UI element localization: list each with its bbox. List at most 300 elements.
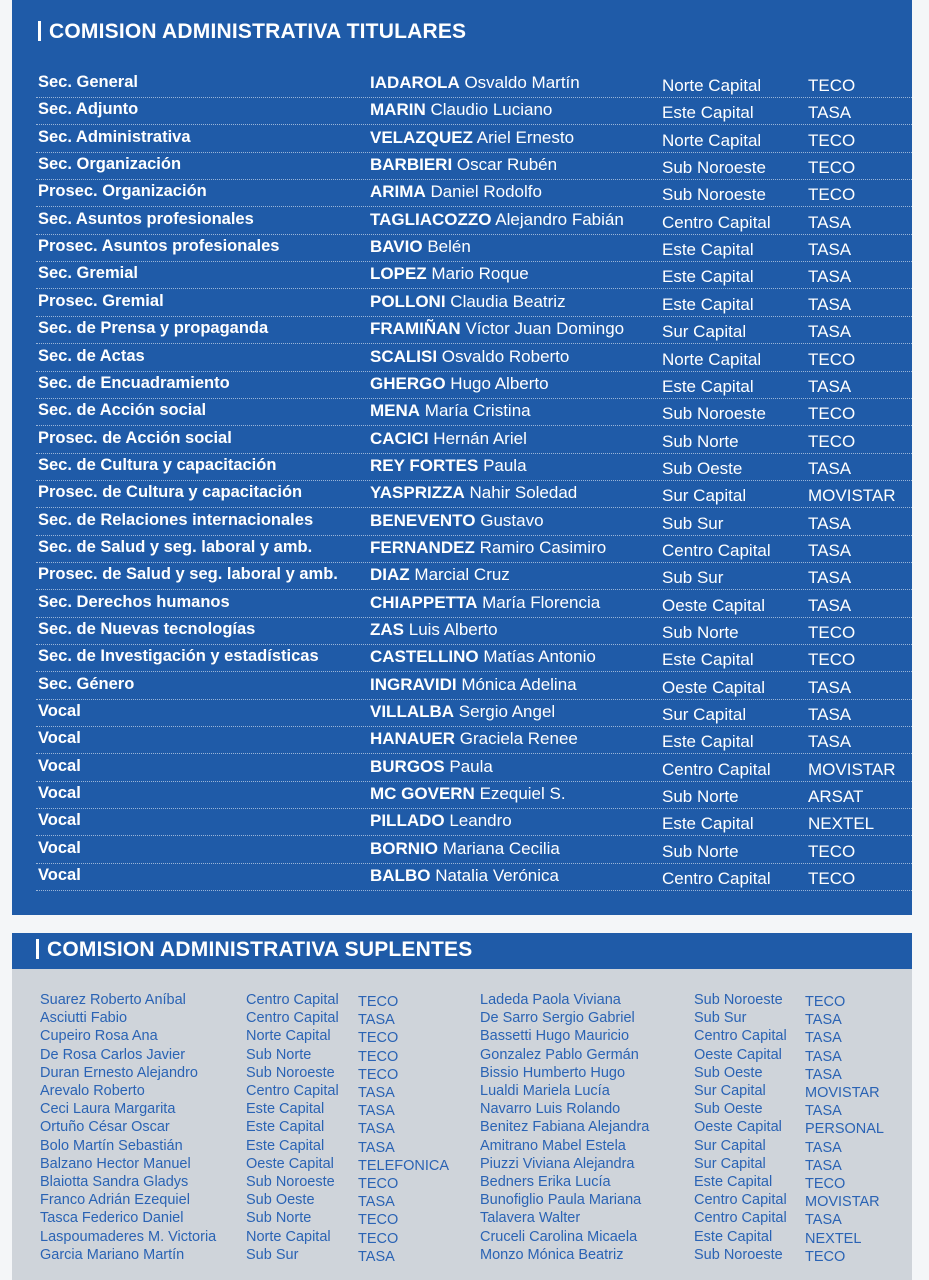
titular-company: TASA <box>808 540 852 560</box>
titular-row <box>36 480 912 508</box>
titular-name <box>370 429 527 449</box>
suplente-zone: Norte Capital <box>246 1028 331 1045</box>
titular-company: TASA <box>808 513 852 533</box>
titular-zone: Este Capital <box>662 103 754 123</box>
suplente-name: Gonzalez Pablo Germán <box>480 1046 639 1063</box>
titular-zone: Este Capital <box>662 814 754 834</box>
titular-surname: BAVIO <box>370 237 423 257</box>
titular-role: Vocal <box>38 784 81 803</box>
titular-surname: SCALISI <box>370 346 438 366</box>
titular-zone: Sub Noroeste <box>662 404 766 424</box>
suplente-name: Navarro Luis Rolando <box>480 1101 621 1118</box>
titulares-heading: COMISION ADMINISTRATIVA TITULARES <box>38 20 466 44</box>
suplente-name: Amitrano Mabel Estela <box>480 1137 626 1154</box>
titular-company: TECO <box>808 349 856 369</box>
titular-role: Prosec. de Salud y seg. laboral y amb. <box>38 565 338 584</box>
titular-company: TASA <box>808 240 852 260</box>
suplente-name: Ladeda Paola Viviana <box>480 992 621 1008</box>
suplente-name: Cruceli Carolina Micaela <box>480 1228 638 1245</box>
suplente-row <box>12 1028 912 1046</box>
titular-name <box>370 374 549 394</box>
titular-name <box>370 538 606 558</box>
titular-role: Sec. Organización <box>38 155 182 174</box>
suplente-zone: Centro Capital <box>694 1192 787 1209</box>
suplente-zone: Este Capital <box>246 1101 325 1118</box>
titular-surname: LOPEZ <box>370 264 427 284</box>
titular-role: Vocal <box>38 838 81 857</box>
titular-row <box>36 535 912 563</box>
suplente-company: TECO <box>358 1230 399 1247</box>
suplente-name: Ortuño César Oscar <box>40 1119 170 1136</box>
titular-company: TASA <box>808 705 852 725</box>
titular-surname: VELAZQUEZ <box>370 127 473 147</box>
titular-surname: ZAS <box>370 620 404 639</box>
suplente-name: De Sarro Sergio Gabriel <box>480 1010 635 1027</box>
titular-surname: FRAMIÑAN <box>370 319 461 339</box>
titular-name <box>370 839 560 859</box>
suplente-company: TECO <box>358 1066 399 1083</box>
suplente-name: Balzano Hector Manuel <box>40 1155 191 1172</box>
titular-surname: POLLONI <box>370 291 446 311</box>
titular-role: Sec. de Investigación y estadísticas <box>38 647 319 666</box>
titular-zone: Sub Noroeste <box>662 158 766 178</box>
suplente-name: Cupeiro Rosa Ana <box>40 1028 158 1045</box>
suplentes-heading: COMISION ADMINISTRATIVA SUPLENTES <box>36 938 472 962</box>
titular-row <box>36 261 912 289</box>
titular-surname: CHIAPPETTA <box>370 592 478 612</box>
titular-zone: Sur Capital <box>662 322 747 342</box>
suplente-name: Tasca Federico Daniel <box>40 1210 184 1227</box>
titular-zone: Sur Capital <box>662 486 747 506</box>
suplente-company: TASA <box>358 1248 395 1265</box>
titular-zone: Oeste Capital <box>662 677 765 697</box>
suplente-name: Benitez Fabiana Alejandra <box>480 1119 650 1136</box>
titular-given-name: María Cristina <box>424 401 531 421</box>
titular-zone: Centro Capital <box>662 759 771 779</box>
titular-surname: VILLALBA <box>370 702 455 722</box>
titular-company: ARSAT <box>808 787 864 807</box>
suplente-company: NEXTEL <box>805 1230 862 1247</box>
suplente-company: PERSONAL <box>805 1121 884 1138</box>
titular-row <box>36 289 912 317</box>
suplente-name: Ceci Laura Margarita <box>40 1101 176 1118</box>
suplente-name: Bissio Humberto Hugo <box>480 1064 626 1081</box>
titular-role: Prosec. de Cultura y capacitación <box>38 483 303 502</box>
titular-given-name: Hernán Ariel <box>433 428 527 448</box>
suplente-company: TASA <box>358 1121 395 1138</box>
suplente-name: Franco Adrián Ezequiel <box>40 1192 190 1209</box>
suplente-company: TASA <box>805 1103 842 1120</box>
suplente-name: Garcia Mariano Martín <box>40 1246 185 1263</box>
suplente-row <box>12 1229 912 1247</box>
suplente-name: Blaiotta Sandra Gladys <box>40 1174 189 1190</box>
titular-zone: Norte Capital <box>662 349 762 369</box>
suplente-company: TECO <box>805 994 846 1010</box>
suplente-company: TECO <box>358 1048 399 1065</box>
suplente-name: Laspoumaderes M. Victoria <box>40 1228 217 1245</box>
titular-role: Prosec. Gremial <box>38 291 164 310</box>
titular-given-name: Nahir Soledad <box>469 483 578 503</box>
titular-given-name: Mario Roque <box>431 264 529 284</box>
titular-row <box>36 207 912 235</box>
titular-surname: YASPRIZZA <box>370 483 465 503</box>
titular-company: TASA <box>808 568 852 588</box>
titular-row <box>36 508 912 536</box>
titular-role: Sec. de Acción social <box>38 401 207 420</box>
titular-company: TECO <box>808 158 856 178</box>
suplente-zone: Norte Capital <box>246 1228 331 1245</box>
suplente-row <box>12 1065 912 1083</box>
suplente-name: Arevalo Roberto <box>40 1083 145 1099</box>
titular-row <box>36 617 912 645</box>
titular-role: Sec. de Relaciones internacionales <box>38 510 314 529</box>
suplente-zone: Centro Capital <box>694 1028 787 1045</box>
suplentes-header-band <box>12 933 912 969</box>
titular-row <box>36 644 912 672</box>
titular-name <box>370 319 624 339</box>
titular-zone: Oeste Capital <box>662 595 765 615</box>
suplente-zone: Sub Noroeste <box>246 1174 335 1190</box>
titular-row <box>36 371 912 399</box>
titular-surname: TAGLIACOZZO <box>370 209 492 229</box>
titular-given-name: Marcial Cruz <box>414 565 510 585</box>
titular-name <box>370 483 577 503</box>
suplente-zone: Sub Sur <box>246 1246 299 1263</box>
titular-row <box>36 344 912 372</box>
suplente-company: MOVISTAR <box>805 1085 880 1101</box>
suplente-name: Bolo Martín Sebastián <box>40 1137 183 1154</box>
titular-name <box>370 702 555 722</box>
titular-zone: Sub Noroeste <box>662 185 766 205</box>
titular-name <box>370 593 600 613</box>
titular-zone: Sub Norte <box>662 787 739 807</box>
suplente-company: TASA <box>805 1139 842 1156</box>
titular-given-name: Natalia Verónica <box>435 866 559 886</box>
titular-name <box>370 866 559 886</box>
titular-surname: MC GOVERN <box>370 784 475 804</box>
suplente-row <box>12 1210 912 1228</box>
titular-given-name: Matías Antonio <box>483 647 596 667</box>
suplente-zone: Centro Capital <box>246 1010 339 1027</box>
titular-given-name: Sergio Angel <box>458 702 556 722</box>
suplente-row <box>12 992 912 1010</box>
titular-row <box>36 562 912 590</box>
titular-row <box>36 863 912 891</box>
titular-company: TECO <box>808 841 856 861</box>
titular-row <box>36 179 912 207</box>
titular-company: TECO <box>808 185 856 205</box>
titular-given-name: Hugo Alberto <box>450 373 549 393</box>
titular-row <box>36 316 912 344</box>
suplente-zone: Sub Noroeste <box>694 992 783 1008</box>
titular-zone: Sub Sur <box>662 568 724 588</box>
titular-name <box>370 73 580 93</box>
suplente-zone: Este Capital <box>694 1174 773 1190</box>
titular-role: Sec. Gremial <box>38 264 138 283</box>
suplente-zone: Centro Capital <box>246 992 339 1008</box>
suplente-row <box>12 1047 912 1065</box>
titular-row <box>36 152 912 180</box>
suplente-company: TECO <box>358 1030 399 1047</box>
titular-company: TASA <box>808 103 852 123</box>
suplente-zone: Este Capital <box>246 1119 325 1136</box>
suplente-company: TASA <box>805 1012 842 1029</box>
suplente-zone: Este Capital <box>246 1137 325 1154</box>
suplente-zone: Centro Capital <box>694 1210 787 1227</box>
titular-given-name: Gustavo <box>480 510 544 530</box>
titular-company: TASA <box>808 376 852 396</box>
titular-name <box>370 511 544 531</box>
suplente-name: Bassetti Hugo Mauricio <box>480 1028 630 1045</box>
titular-name <box>370 182 542 202</box>
titular-zone: Este Capital <box>662 732 754 752</box>
titular-name <box>370 784 566 804</box>
suplente-zone: Sub Oeste <box>246 1192 315 1209</box>
titular-zone: Centro Capital <box>662 869 771 889</box>
titular-company: TASA <box>808 677 852 697</box>
titular-zone: Sub Sur <box>662 513 724 533</box>
titular-given-name: Leandro <box>449 811 512 831</box>
titular-name <box>370 155 557 175</box>
suplente-zone: Oeste Capital <box>694 1046 782 1063</box>
titular-zone: Norte Capital <box>662 130 762 150</box>
titular-zone: Centro Capital <box>662 540 771 560</box>
titular-row <box>36 125 912 153</box>
titular-given-name: Claudia Beatriz <box>450 291 566 311</box>
titular-role: Vocal <box>38 866 81 885</box>
suplente-company: TASA <box>358 1085 395 1101</box>
titular-given-name: Ezequiel S. <box>479 784 566 804</box>
titular-given-name: Paula <box>449 756 493 776</box>
titular-company: TECO <box>808 76 856 95</box>
titular-role: Prosec. Asuntos profesionales <box>38 237 280 256</box>
titular-given-name: María Florencia <box>482 592 601 612</box>
titular-zone: Este Capital <box>662 376 754 396</box>
suplente-company: TECO <box>805 1248 846 1265</box>
suplente-row <box>12 1083 912 1101</box>
titular-company: TASA <box>808 267 852 287</box>
titular-name <box>370 347 569 367</box>
titular-surname: FERNANDEZ <box>370 537 475 557</box>
titular-name <box>370 456 527 476</box>
suplente-company: TASA <box>805 1048 842 1065</box>
titular-role: Vocal <box>38 702 81 721</box>
titular-role: Vocal <box>38 729 81 748</box>
titular-name <box>370 620 498 640</box>
titular-name <box>370 675 577 695</box>
suplente-zone: Sur Capital <box>694 1083 766 1099</box>
suplente-name: Talavera Walter <box>480 1210 581 1227</box>
suplente-row <box>12 1101 912 1119</box>
titular-given-name: Graciela Renee <box>459 729 578 749</box>
titular-name <box>370 100 552 120</box>
titular-surname: CACICI <box>370 428 429 448</box>
titular-zone: Este Capital <box>662 267 754 287</box>
suplente-row <box>12 1156 912 1174</box>
titular-zone: Este Capital <box>662 240 754 260</box>
titular-given-name: Mariana Cecilia <box>442 838 560 858</box>
suplente-zone: Sub Oeste <box>694 1064 763 1081</box>
titular-row <box>36 97 912 125</box>
suplente-zone: Este Capital <box>694 1228 773 1245</box>
titular-role: Sec. de Salud y seg. laboral y amb. <box>38 537 313 556</box>
titular-company: NEXTEL <box>808 814 875 834</box>
suplente-row <box>12 1119 912 1137</box>
titular-row <box>36 808 912 836</box>
titular-role: Sec. de Prensa y propaganda <box>38 319 269 338</box>
titular-row <box>36 726 912 754</box>
suplente-name: Asciutti Fabio <box>40 1010 128 1027</box>
suplente-company: TECO <box>358 1212 399 1229</box>
suplente-name: Bunofiglio Paula Mariana <box>480 1192 642 1209</box>
titular-name <box>370 237 471 257</box>
suplente-row <box>12 1010 912 1028</box>
titular-company: TASA <box>808 595 852 615</box>
titular-zone: Este Capital <box>662 650 754 670</box>
titular-zone: Norte Capital <box>662 76 762 95</box>
titular-name <box>370 292 566 312</box>
titular-surname: BURGOS <box>370 756 445 776</box>
suplente-company: TASA <box>805 1030 842 1047</box>
suplente-row <box>12 1138 912 1156</box>
titular-zone: Sub Norte <box>662 841 739 861</box>
suplente-row <box>12 1174 912 1192</box>
titular-surname: ARIMA <box>370 182 426 202</box>
titular-given-name: Paula <box>483 455 527 475</box>
titular-role: Prosec. Organización <box>38 182 207 201</box>
suplente-zone: Sur Capital <box>694 1137 766 1154</box>
titular-given-name: Oscar Rubén <box>456 155 558 175</box>
suplente-name: Monzo Mónica Beatriz <box>480 1246 624 1263</box>
titular-surname: PILLADO <box>370 811 445 831</box>
suplente-name: Piuzzi Viviana Alejandra <box>480 1155 635 1172</box>
suplente-row <box>12 1192 912 1210</box>
titular-surname: MARIN <box>370 100 426 120</box>
suplente-company: TASA <box>358 1103 395 1120</box>
titular-row <box>36 234 912 262</box>
titular-role: Sec. de Actas <box>38 346 145 365</box>
titular-company: TECO <box>808 130 856 150</box>
titular-role: Sec. General <box>38 73 138 91</box>
titular-zone: Centro Capital <box>662 212 771 232</box>
titular-given-name: Mónica Adelina <box>461 674 577 694</box>
titular-surname: HANAUER <box>370 729 455 749</box>
titular-company: TASA <box>808 294 852 314</box>
titular-row <box>36 453 912 481</box>
suplente-zone: Sub Sur <box>694 1010 747 1027</box>
titular-company: TECO <box>808 431 856 451</box>
suplente-name: Suarez Roberto Aníbal <box>40 992 186 1008</box>
titular-name <box>370 128 574 148</box>
titular-surname: MENA <box>370 401 421 421</box>
titular-name <box>370 401 531 421</box>
titular-name <box>370 647 596 667</box>
suplente-company: TASA <box>805 1212 842 1229</box>
titular-name <box>370 811 512 831</box>
titular-name <box>370 264 529 284</box>
titular-role: Sec. Asuntos profesionales <box>38 209 254 228</box>
titular-surname: GHERGO <box>370 373 446 393</box>
titular-company: TECO <box>808 623 856 642</box>
titular-name <box>370 565 510 585</box>
titular-row <box>36 836 912 864</box>
titular-row <box>36 590 912 618</box>
titular-row <box>36 781 912 809</box>
titular-row <box>36 70 912 98</box>
titular-surname: BENEVENTO <box>370 510 476 530</box>
titular-row <box>36 398 912 426</box>
suplente-company: MOVISTAR <box>805 1194 880 1211</box>
titular-company: MOVISTAR <box>808 486 896 506</box>
suplente-company: TASA <box>805 1066 842 1083</box>
titular-zone: Sur Capital <box>662 705 747 725</box>
titular-row <box>36 754 912 782</box>
titular-name <box>370 757 493 777</box>
titular-name <box>370 210 624 230</box>
titular-role: Vocal <box>38 756 81 775</box>
titular-role: Sec. Derechos humanos <box>38 592 230 611</box>
suplente-company: TECO <box>358 994 399 1010</box>
titular-company: TECO <box>808 404 856 424</box>
suplente-company: TECO <box>805 1176 846 1192</box>
suplente-name: Lualdi Mariela Lucía <box>480 1083 610 1099</box>
titular-given-name: Osvaldo Roberto <box>441 346 570 366</box>
suplente-company: TASA <box>358 1194 395 1211</box>
suplente-company: TASA <box>358 1139 395 1156</box>
suplente-name: De Rosa Carlos Javier <box>40 1046 186 1063</box>
suplente-zone: Oeste Capital <box>694 1119 782 1136</box>
titular-company: TECO <box>808 869 856 889</box>
titular-surname: BORNIO <box>370 838 438 858</box>
suplente-zone: Sub Noroeste <box>246 1064 335 1081</box>
titular-role: Prosec. de Acción social <box>38 428 232 447</box>
titulares-section <box>12 0 912 915</box>
titular-surname: BALBO <box>370 866 431 886</box>
titular-surname: REY FORTES <box>370 455 479 475</box>
titular-role: Sec. Administrativa <box>38 127 191 146</box>
titular-role: Sec. Género <box>38 674 135 693</box>
titular-zone: Sub Norte <box>662 623 739 642</box>
suplente-zone: Sub Norte <box>246 1210 312 1227</box>
titular-zone: Sub Norte <box>662 431 739 451</box>
titular-role: Sec. Adjunto <box>38 100 139 119</box>
suplente-row <box>12 1247 912 1265</box>
suplente-company: TELEFONICA <box>358 1157 450 1174</box>
suplentes-section <box>12 969 912 1280</box>
titular-given-name: Daniel Rodolfo <box>430 182 542 202</box>
titular-row <box>36 699 912 727</box>
titular-row <box>36 426 912 454</box>
titular-surname: INGRAVIDI <box>370 674 457 694</box>
titular-given-name: Víctor Juan Domingo <box>465 319 625 339</box>
titular-surname: DIAZ <box>370 565 410 585</box>
suplente-zone: Centro Capital <box>246 1083 339 1099</box>
titular-company: TASA <box>808 458 852 478</box>
titular-company: TECO <box>808 650 856 670</box>
titular-name <box>370 729 578 749</box>
titular-role: Sec. de Nuevas tecnologías <box>38 620 256 638</box>
suplente-name: Bedners Erika Lucía <box>480 1174 611 1190</box>
suplente-zone: Sub Norte <box>246 1046 312 1063</box>
suplente-company: TASA <box>358 1012 395 1029</box>
titular-given-name: Ariel Ernesto <box>476 127 575 147</box>
titular-given-name: Luis Alberto <box>408 620 498 639</box>
suplente-zone: Sub Noroeste <box>694 1246 783 1263</box>
titular-company: TASA <box>808 732 852 752</box>
titular-zone: Sub Oeste <box>662 458 743 478</box>
suplente-zone: Sub Oeste <box>694 1101 763 1118</box>
titular-given-name: Alejandro Fabián <box>495 209 624 229</box>
